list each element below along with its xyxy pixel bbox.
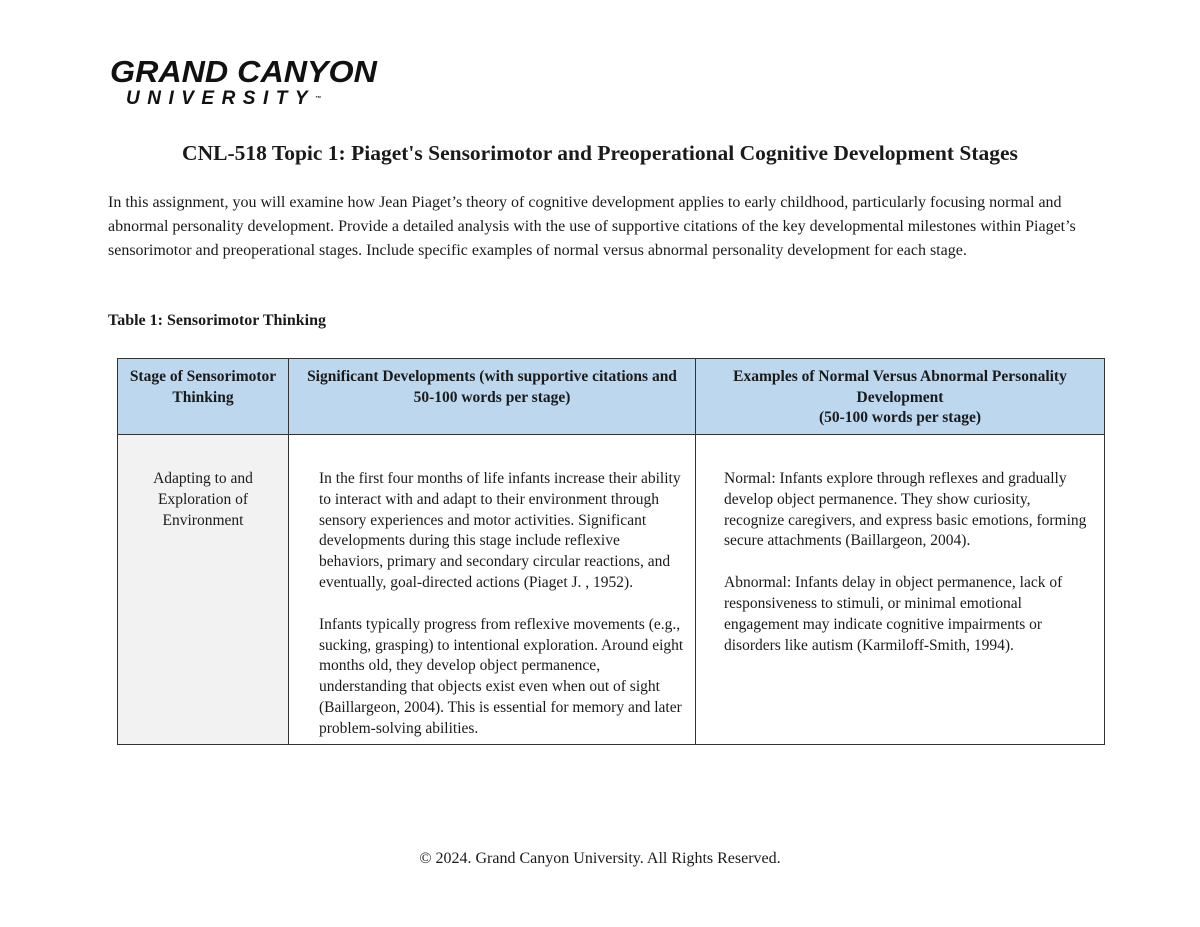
- logo-line-2-text: UNIVERSITY: [126, 88, 316, 109]
- table-header-row: [118, 359, 1105, 435]
- header-examples-title: Examples of Normal Versus Abnormal Personality Development: [733, 368, 1067, 406]
- stage-cell: Adapting to and Exploration of Environment: [118, 435, 289, 745]
- intro-paragraph: In this assignment, you will examine how Jean Piaget’s theory of cognitive development applies to early childhood, particularly focusing normal and abnormal personality development. Provide a detailed analysis with the use of supportive citations of the key developmental milestones within Piaget’s sensorimotor and preoperational stages. Include specific examples of normal versus abnormal personality development for each stage.: [108, 194, 1076, 259]
- trademark-symbol: ™: [315, 96, 322, 102]
- examples-cell: [696, 435, 1105, 745]
- header-developments: Significant Developments (with supportive citations and 50-100 words per stage): [289, 359, 696, 435]
- header-stage: Stage of Sensorimotor Thinking: [118, 359, 289, 435]
- example-abnormal: Abnormal: Infants delay in object permanence, lack of responsiveness to stimuli, or minimal emotional engagement may indicate cognitive impairments or disorders like autism (Karmiloff-Smith, 1994).: [724, 574, 1063, 654]
- header-examples-subtitle: (50-100 words per stage): [818, 409, 981, 426]
- table-caption: Table 1: Sensorimotor Thinking: [108, 312, 326, 329]
- table-row: [118, 435, 1105, 745]
- page-title: CNL-518 Topic 1: Piaget's Sensorimotor and Preoperational Cognitive Development Stages: [182, 141, 1018, 165]
- logo-line-2: [110, 88, 370, 110]
- copyright-footer: © 2024. Grand Canyon University. All Rights Reserved.: [419, 850, 781, 867]
- university-logo: [110, 54, 377, 110]
- example-normal: Normal: Infants explore through reflexes and gradually develop object permanence. They show curiosity, recognize caregivers, and express basic emotions, forming secure attachments (Baillargeon, 2004).: [724, 470, 1087, 550]
- header-examples: [696, 359, 1105, 435]
- development-paragraph: Infants typically progress from reflexive movements (e.g., sucking, grasping) to intentional exploration. Around eight months old, they develop object permanence, understanding that objects exist even when out of sight (Baillargeon, 2004). This is essential for memory and later problem-solving abilities.: [319, 615, 684, 737]
- sensorimotor-table: [117, 358, 1105, 745]
- developments-cell: [289, 435, 696, 745]
- logo-line-1: GRAND CANYON: [110, 54, 377, 89]
- development-paragraph: In the first four months of life infants increase their ability to interact with and adapt to their environment through sensory experiences and motor activities. Significant developments during this stage include reflexive behaviors, primary and secondary circular reactions, and eventually, goal-directed actions (Piaget J. , 1952).: [319, 470, 681, 591]
